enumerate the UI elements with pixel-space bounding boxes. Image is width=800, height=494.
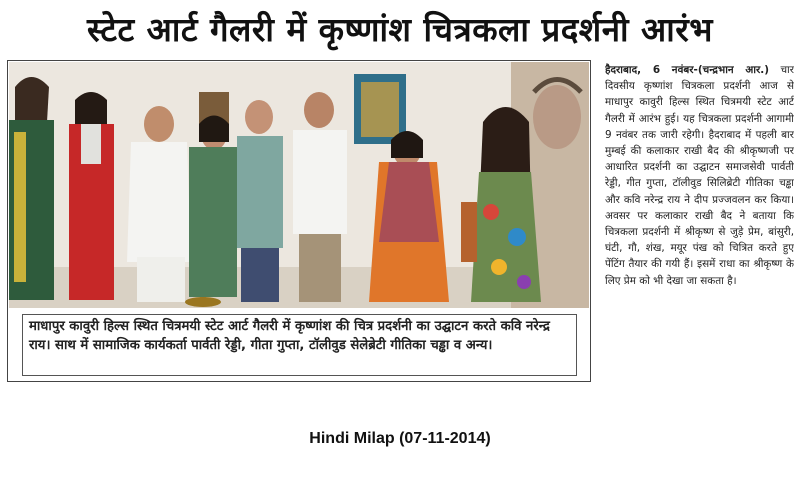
article-body: चार दिवसीय कृष्णांश चित्रकला प्रदर्शनी आज से माधापुर कावुरी हिल्स स्थित चित्रमयी स्टेट आर्ट गैलरी में आरंभ हुई। यह चित्रकला प्रदर्शनी आगामी 9 नवंबर तक जारी रहेगी। हैदराबाद में पहली बार मुम्बई की कलाकार राखी बैद की श्रीकृष्णजी पर आधारित प्रदर्शनी का उद्घाटन समाजसेवी पार्वती रेड्डी, गीत गुप्ता, टॉलीवुड सिलिब्रेटी गीतिका चड्ढा और कवि नरेन्द्र राय ने दीप प्रज्जवलन कर किया। अवसर पर कलाकार राखी बैद ने बताया कि चित्रकला प्रदर्शनी में श्रीकृष्ण से जुड़े प्रेम, बांसुरी, घंटी, गौ, शंख, मयूर पंख को चित्रित करते हुए पेंटिंग तैयार की गयी हैं। इसमें राधा का श्रीकृष्ण के लिए प्रेम को भी देखा जा सकता है। xyxy=(605,64,794,287)
photo-block xyxy=(7,60,591,382)
event-photo-illustration xyxy=(9,62,589,308)
headline: स्टेट आर्ट गैलरी में कृष्णांश चित्रकला प्रदर्शनी आरंभ xyxy=(87,10,713,49)
photo-caption: माधापुर कावुरी हिल्स स्थित चित्रमयी स्टेट आर्ट गैलरी में कृष्णांश की चित्र प्रदर्शनी का उद्घाटन करते कवि नरेन्द्र राय। साथ में सामाजिक कार्यकर्ता पार्वती रेड्डी, गीता गुप्ता, टॉलीवुड सेलेब्रेटी गीतिका चड्ढा व अन्य। xyxy=(22,314,577,376)
handbag xyxy=(461,202,477,262)
article-dateline: हैदराबाद, 6 नवंबर-(चन्द्रभान आर.) xyxy=(605,64,769,76)
event-photo xyxy=(9,62,589,308)
source-credit: Hindi Milap (07-11-2014) xyxy=(309,430,491,447)
article-text xyxy=(605,62,794,382)
